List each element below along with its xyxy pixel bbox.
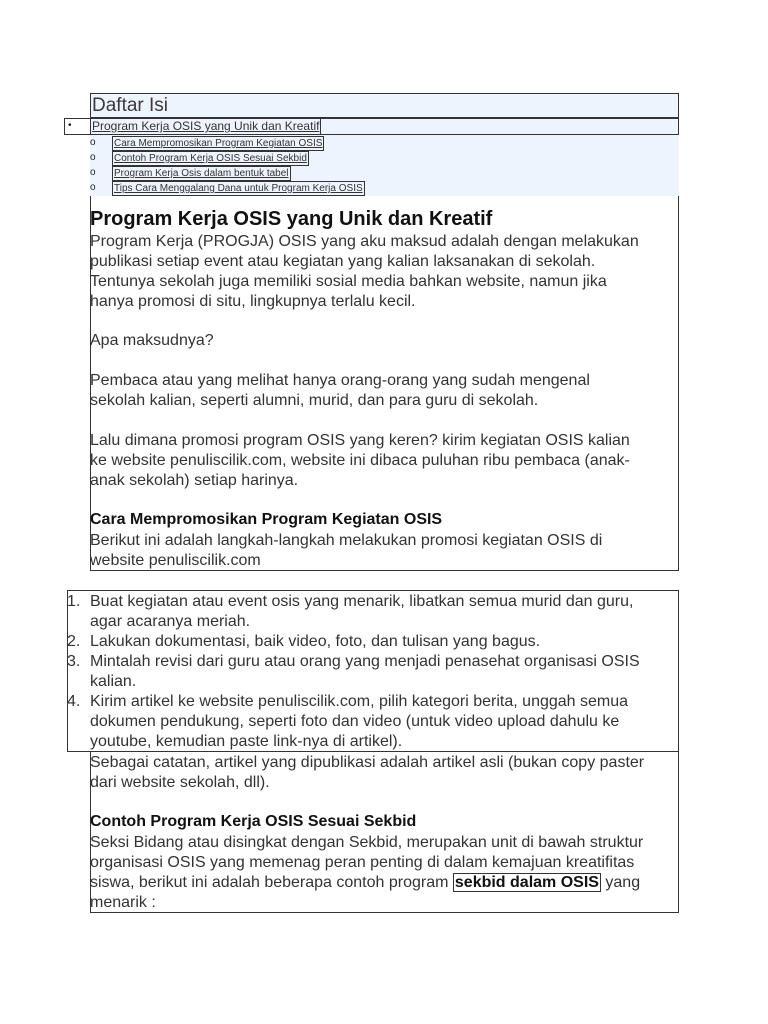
paragraph-line: Berikut ini adalah langkah-langkah melakukan promosi kegiatan OSIS di (90, 532, 603, 549)
paragraph-text: yang (600, 874, 641, 891)
list-item: kalian. (90, 673, 137, 690)
paragraph-line: Apa maksudnya? (90, 332, 214, 349)
list-item: Buat kegiatan atau event osis yang menarik, libatkan semua murid dan guru, (90, 593, 634, 610)
paragraph-line: Program Kerja (PROGJA) OSIS yang aku maksud adalah dengan melakukan (90, 233, 639, 250)
paragraph-line: hanya promosi di situ, lingkupnya terlalu kecil. (90, 293, 416, 310)
list-number: 1. (67, 593, 81, 610)
paragraph-line: organisasi OSIS yang memenag peran penting di dalam kemajuan kreatifitas (90, 854, 635, 871)
toc-sub-bullet: o (90, 167, 96, 178)
section-heading-promo: Cara Mempromosikan Program Kegiatan OSIS (90, 511, 443, 528)
paragraph-line: sekolah kalian, seperti alumni, murid, dan para guru di sekolah. (90, 392, 539, 409)
paragraph-line: Tentunya sekolah juga memiliki sosial media bahkan website, namun jika (90, 273, 607, 290)
list-number: 4. (67, 693, 81, 710)
paragraph-line: website penuliscilik.com (90, 552, 261, 569)
toc-link-promo[interactable]: Cara Mempromosikan Program Kegiatan OSIS (114, 138, 323, 149)
list-item: agar acaranya meriah. (90, 613, 251, 630)
paragraph-line: Seksi Bidang atau disingkat dengan Sekbid, merupakan unit di bawah struktur (90, 834, 644, 851)
paragraph-line: ke website penuliscilik.com, website ini dibaca puluhan ribu pembaca (anak- (90, 452, 630, 469)
paragraph-line: menarik : (90, 894, 156, 911)
paragraph-text: siswa, berikut ini adalah beberapa contoh program (90, 874, 453, 891)
article-heading: Program Kerja OSIS yang Unik dan Kreatif (90, 208, 493, 230)
toc-link-tabel[interactable]: Program Kerja Osis dalam bentuk tabel (114, 168, 289, 179)
paragraph-line: publikasi setiap event atau kegiatan yang kalian laksanakan di sekolah. (90, 253, 596, 270)
paragraph-line: Sebagai catatan, artikel yang dipublikasi adalah artikel asli (bukan copy paster (90, 754, 645, 771)
toc-sub-bullet: o (90, 137, 96, 148)
toc-sub-bullet: o (90, 152, 96, 163)
toc-link-main[interactable]: Program Kerja OSIS yang Unik dan Kreatif (92, 119, 320, 133)
toc-bullet: • (68, 120, 72, 131)
sekbid-link[interactable]: sekbid dalam OSIS (454, 874, 599, 891)
list-item: Kirim artikel ke website penuliscilik.com, pilih kategori berita, unggah semua (90, 693, 629, 710)
paragraph-line: dari website sekolah, dll). (90, 774, 270, 791)
list-item: Lakukan dokumentasi, baik video, foto, dan tulisan yang bagus. (90, 633, 541, 650)
paragraph-line: Lalu dimana promosi program OSIS yang keren? kirim kegiatan OSIS kalian (90, 432, 630, 449)
list-number: 3. (67, 653, 81, 670)
section-heading-sekbid: Contoh Program Kerja OSIS Sesuai Sekbid (90, 813, 417, 830)
toc-link-sekbid[interactable]: Contoh Program Kerja OSIS Sesuai Sekbid (114, 153, 307, 164)
list-item: Mintalah revisi dari guru atau orang yang menjadi penasehat organisasi OSIS (90, 653, 640, 670)
list-item: youtube, kemudian paste link-nya di artikel). (90, 733, 403, 750)
toc-title-box (90, 93, 679, 118)
toc-sub-bullet: o (90, 182, 96, 193)
paragraph-line: anak sekolah) setiap harinya. (90, 472, 299, 489)
toc-title: Daftar Isi (92, 95, 169, 116)
list-item: dokumen pendukung, seperti foto dan video (untuk video upload dahulu ke (90, 713, 620, 730)
list-number: 2. (67, 633, 81, 650)
paragraph-line (90, 873, 680, 893)
toc-link-dana[interactable]: Tips Cara Menggalang Dana untuk Program Kerja OSIS (114, 183, 363, 194)
paragraph-line: Pembaca atau yang melihat hanya orang-orang yang sudah mengenal (90, 372, 590, 389)
